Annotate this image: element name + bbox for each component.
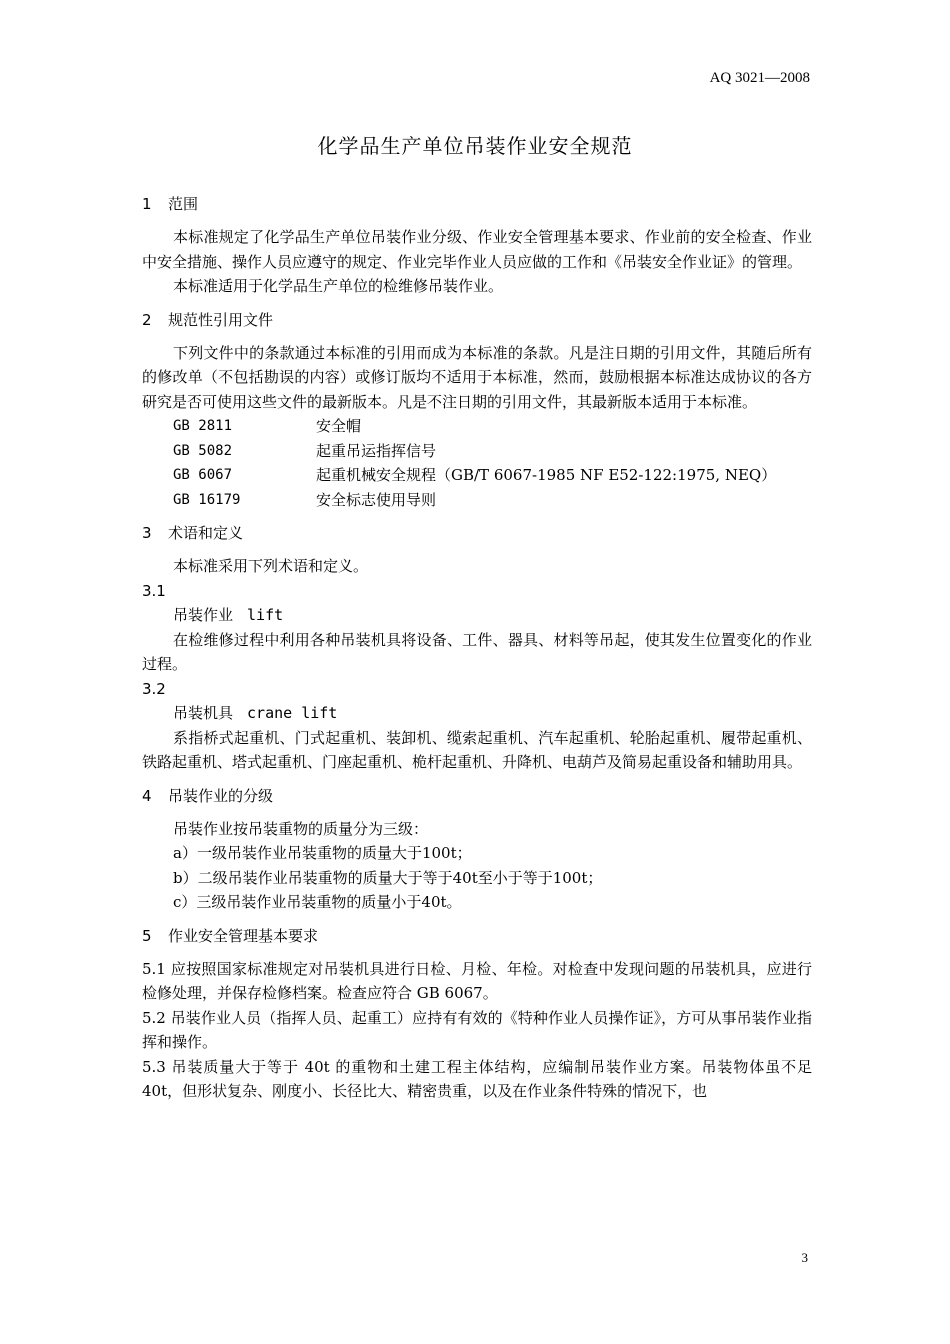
- reference-row: [142, 488, 812, 513]
- reference-row: [142, 439, 812, 464]
- list-item: a）一级吊装作业吊装重物的质量大于100t；: [173, 844, 472, 862]
- reference-code: GB 5082: [173, 442, 233, 459]
- reference-title: 安全帽: [316, 417, 362, 435]
- section-4-intro: 吊装作业按吊装重物的质量分为三级：: [173, 819, 429, 838]
- document-body: [142, 192, 812, 1104]
- clause-5-2: 5.2 吊装作业人员（指挥人员、起重工）应持有有效的《特种作业人员操作证》，方可从事吊装作业指挥和操作。: [142, 1008, 812, 1051]
- list-item: b）二级吊装作业吊装重物的质量大于等于40t至小于等于100t；: [173, 868, 603, 887]
- term-number: 3.1: [142, 581, 166, 600]
- list-item: c）三级吊装作业吊装重物的质量小于40t。: [173, 893, 462, 911]
- term-name: 吊装作业 lift: [173, 606, 284, 624]
- reference-title: 起重机械安全规程（GB/T 6067-1985 NF E52-122:1975, NEQ）: [316, 466, 777, 484]
- section-1-paragraph-2: 本标准适用于化学品生产单位的检维修吊装作业。: [173, 277, 504, 295]
- section-2-paragraph-1: 下列文件中的条款通过本标准的引用而成为本标准的条款。凡是注日期的引用文件，其随后所有的修改单（不包括勘误的内容）或修订版均不适用于本标准，然而，鼓励根据本标准达成协议的各方研究是否可使用这些文件的最新版本。凡是不注日期的引用文件，其最新版本适用于本标准。: [142, 343, 812, 411]
- reference-code: GB 16179: [173, 491, 241, 508]
- term-number: 3.2: [142, 679, 166, 698]
- section-4-heading: 4 吊装作业的分级: [142, 786, 274, 805]
- term-definition: 系指桥式起重机、门式起重机、装卸机、缆索起重机、汽车起重机、轮胎起重机、履带起重机、铁路起重机、塔式起重机、门座起重机、桅杆起重机、升降机、电葫芦及简易起重设备和辅助用具。: [142, 728, 812, 771]
- term-name: 吊装机具 crane lift: [173, 704, 338, 722]
- section-3-heading: 3 术语和定义: [142, 524, 244, 542]
- term-definition: 在检维修过程中利用各种吊装机具将设备、工件、器具、材料等吊起，使其发生位置变化的作业过程。: [142, 630, 812, 673]
- reference-title: 起重吊运指挥信号: [316, 441, 437, 460]
- clause-5-1: 5.1 应按照国家标准规定对吊装机具进行日检、月检、年检。对检查中发现问题的吊装机具，应进行检修处理，并保存检修档案。检查应符合 GB 6067。: [142, 959, 812, 1002]
- reference-code: GB 2811: [173, 418, 233, 434]
- clause-5-3: 5.3 吊装质量大于等于 40t 的重物和土建工程主体结构，应编制吊装作业方案。吊装物体虽不足 40t，但形状复杂、刚度小、长径比大、精密贵重，以及在作业条件特殊的情况下，也: [142, 1057, 812, 1100]
- reference-row: [142, 463, 812, 488]
- reference-row: [142, 414, 812, 439]
- page-number: 3: [801, 1250, 808, 1265]
- document-title: 化学品生产单位吊装作业安全规范: [317, 134, 633, 158]
- standard-number: AQ 3021—2008: [709, 70, 810, 86]
- section-2-heading: 2 规范性引用文件: [142, 310, 274, 329]
- section-1-paragraph-1: 本标准规定了化学品生产单位吊装作业分级、作业安全管理基本要求、作业前的安全检查、作业中安全措施、操作人员应遵守的规定、作业完毕作业人员应做的工作和《吊装安全作业证》的管理。: [142, 228, 812, 271]
- reference-title: 安全标志使用导则: [316, 490, 437, 509]
- section-5-heading: 5 作业安全管理基本要求: [142, 926, 319, 945]
- reference-code: GB 6067: [173, 467, 233, 483]
- section-3-intro: 本标准采用下列术语和定义。: [173, 557, 369, 575]
- section-1-heading: 1 范围: [142, 195, 199, 213]
